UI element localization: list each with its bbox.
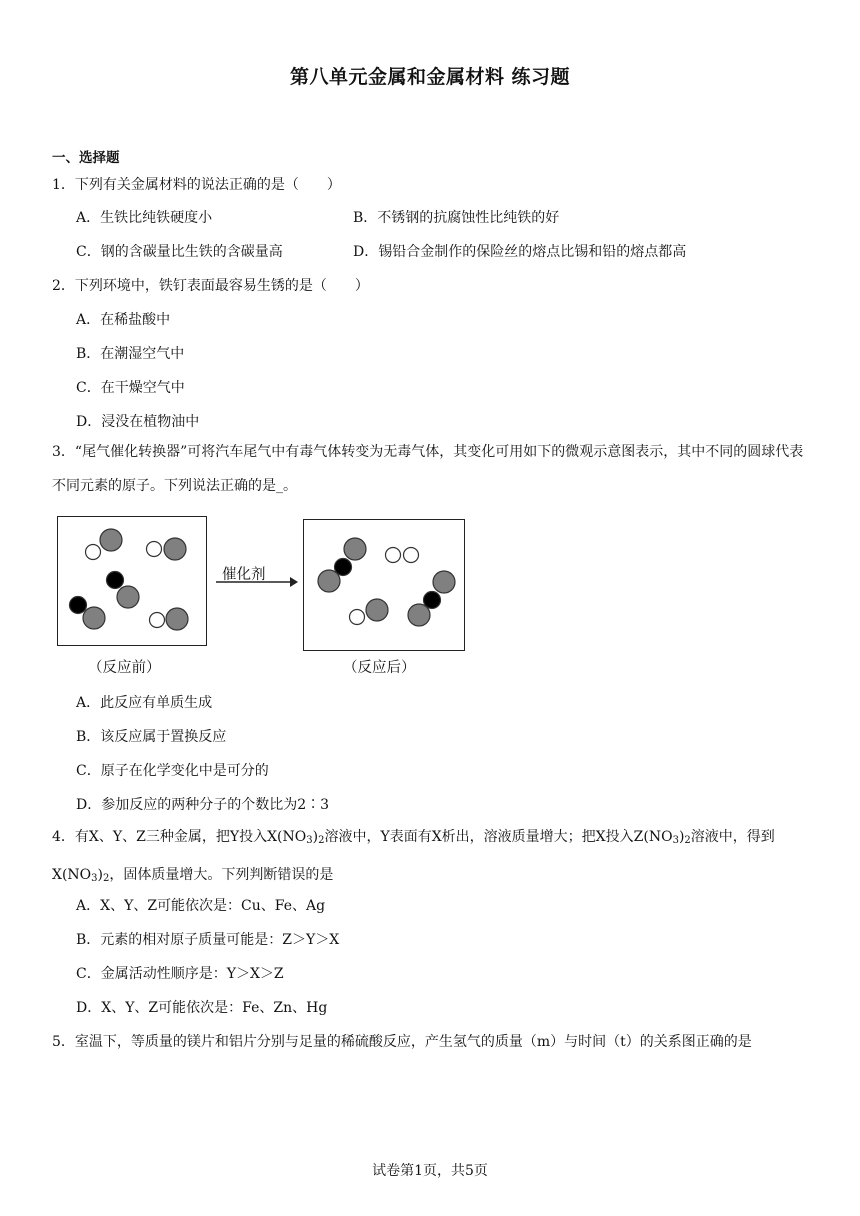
q1-option-d[interactable]: D．锡铅合金制作的保险丝的熔点比锡和铅的熔点都高 [353,244,687,260]
q1-stem: 1．下列有关金属材料的说法正确的是（ ） [52,177,341,193]
after-caption: （反应后） [343,660,416,676]
q2-option-d[interactable]: D．浸没在植物油中 [76,414,200,430]
q3-option-d[interactable]: D．参加反应的两种分子的个数比为2∶3 [76,797,330,813]
q4-option-c[interactable]: C．金属活动性顺序是：Y＞X＞Z [76,966,284,982]
q2-option-c[interactable]: C．在干燥空气中 [76,380,185,396]
page-footer: 试卷第1页，共5页 [372,1163,488,1179]
q2-stem: 2．下列环境中，铁钉表面最容易生锈的是（ ） [52,278,369,294]
q2-option-b[interactable]: B．在潮湿空气中 [76,346,185,362]
before-caption: （反应前） [88,660,161,676]
q4-option-d[interactable]: D．X、Y、Z可能依次是：Fe、Zn、Hg [76,1000,328,1016]
after-reaction-molecules [304,520,464,650]
q1-option-b[interactable]: B．不锈钢的抗腐蚀性比纯铁的好 [353,210,560,226]
q4-stem: 4．有X、Y、Z三种金属，把Y投入$X(NO_3)_2$溶液中，Y表面有X析出，溶液质量增大；把X投入$Z(NO_3)_2$溶液中，得到$X(NO_3)_2$，固体质量增大。下列判断错误的是 [52,829,775,884]
q1-option-c[interactable]: C．钢的含碳量比生铁的含碳量高 [76,244,283,260]
q4-option-b[interactable]: B．元素的相对原子质量可能是：Z＞Y＞X [76,932,340,948]
q4-option-a[interactable]: A．X、Y、Z可能依次是：Cu、Fe、Ag [76,898,326,914]
q3-option-b[interactable]: B．该反应属于置换反应 [76,729,227,745]
reaction-arrow [214,576,298,588]
q5-stem: 5．室温下，等质量的镁片和铝片分别与足量的稀硫酸反应，产生氢气的质量（m）与时间（t）的关系图正确的是 [52,1034,752,1050]
before-reaction-box [57,516,207,646]
q3-option-a[interactable]: A．此反应有单质生成 [76,695,213,711]
before-reaction-molecules [58,517,206,645]
q1-option-a[interactable]: A．生铁比纯铁硬度小 [76,210,213,226]
q2-option-a[interactable]: A．在稀盐酸中 [76,312,171,328]
section-heading: 一、选择题 [52,150,120,166]
after-reaction-box [303,519,465,651]
q3-stem: 3．“尾气催化转换器”可将汽车尾气中有毒气体转变为无毒气体，其变化可用如下的微观示意图表示，其中不同的圆球代表不同元素的原子。下列说法正确的是_。 [52,444,804,494]
q3-option-c[interactable]: C．原子在化学变化中是可分的 [76,763,269,779]
page-title: 第八单元金属和金属材料 练习题 [289,66,571,88]
catalyst-label: 催化剂 [222,567,266,583]
